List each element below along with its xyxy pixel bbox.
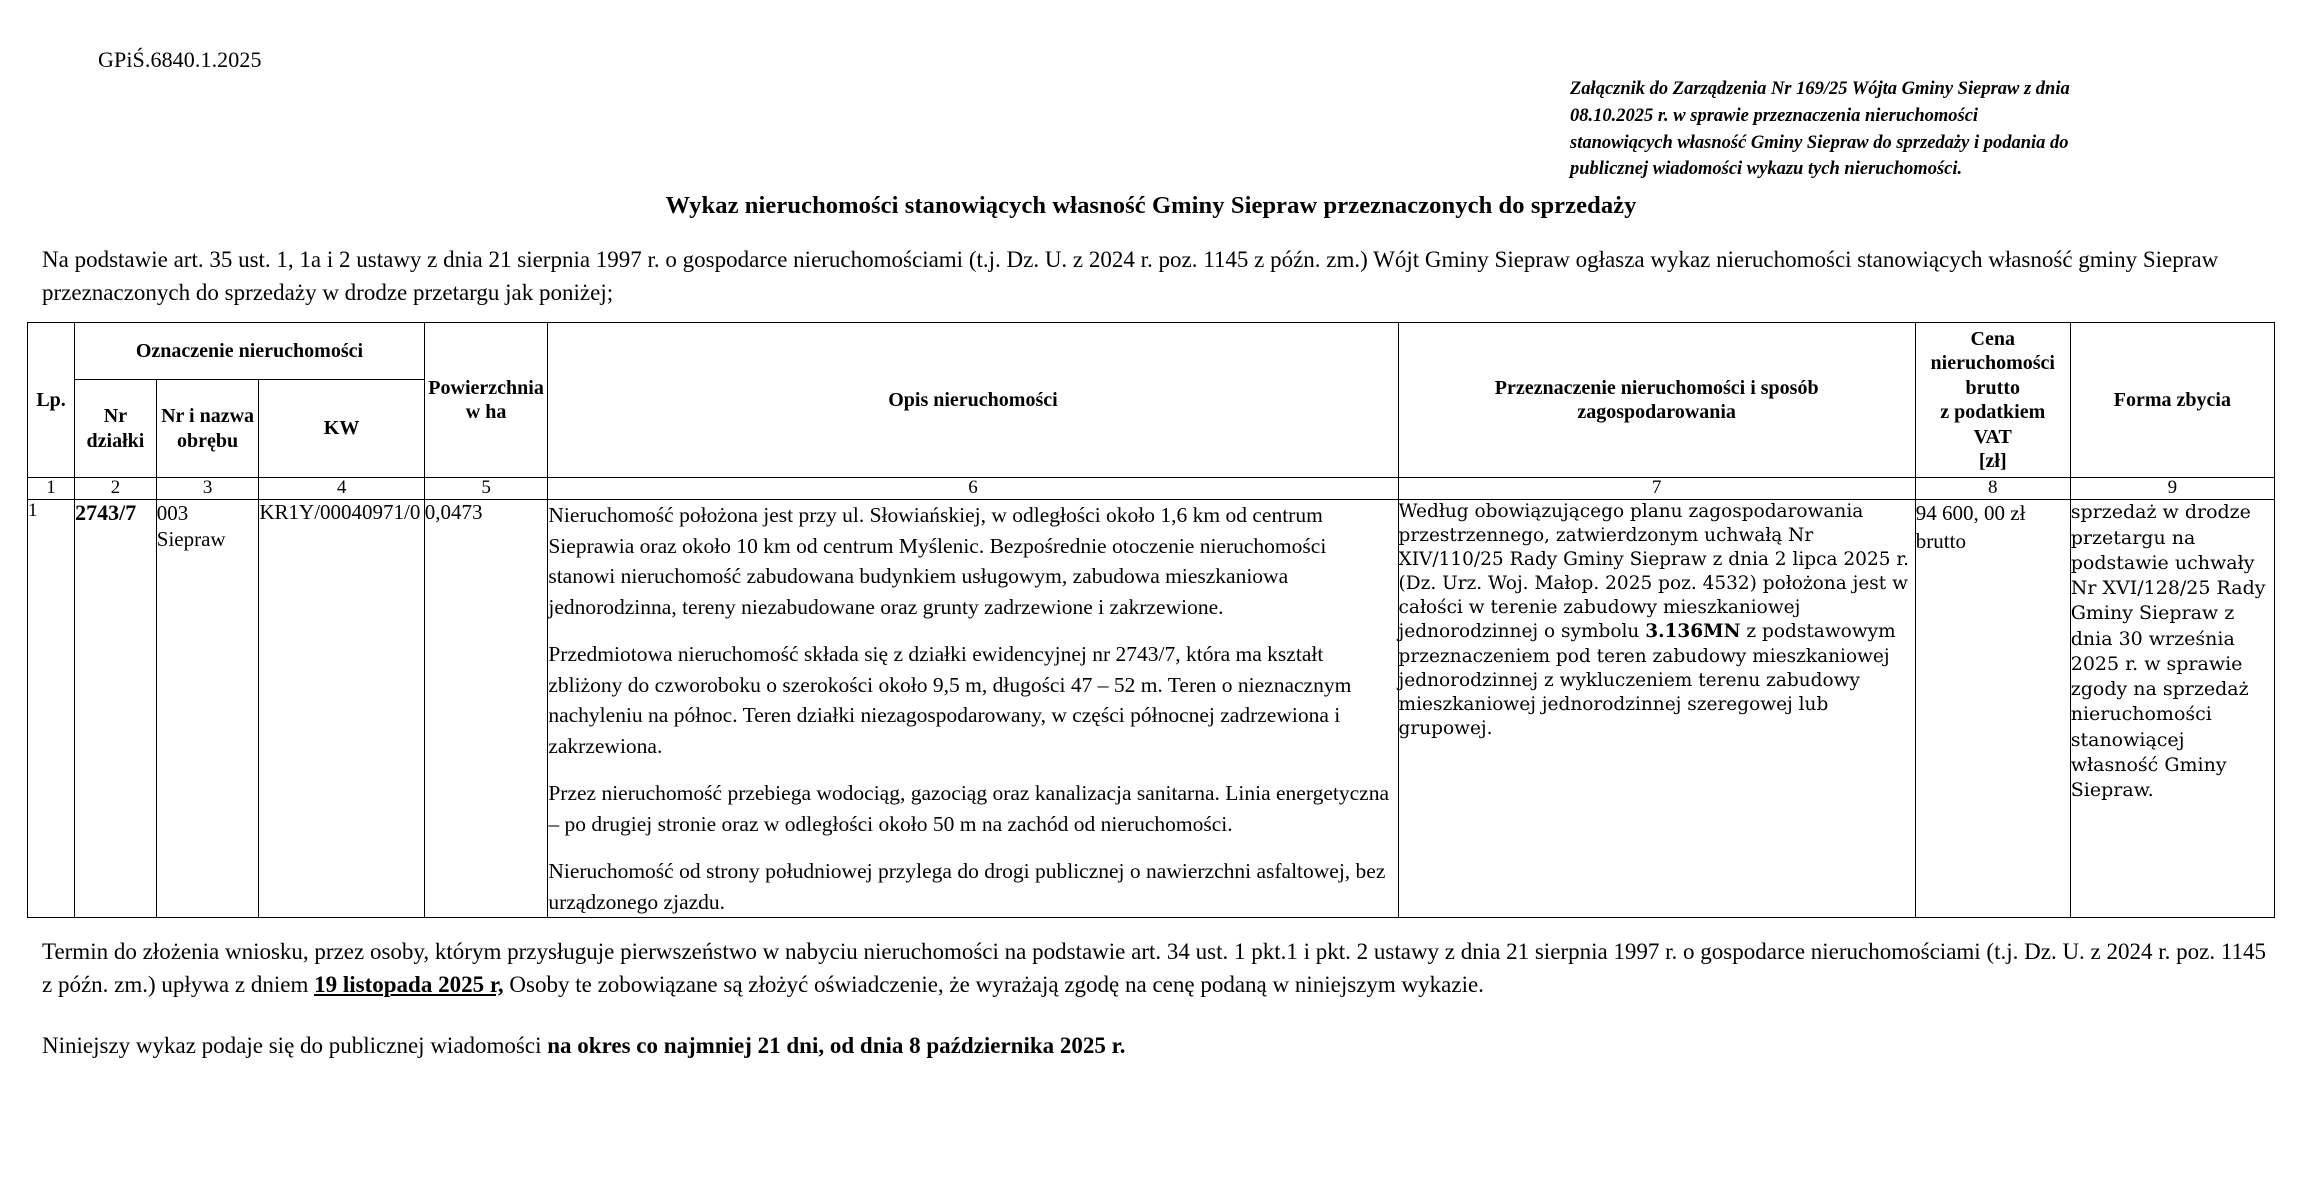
intro-paragraph: Na podstawie art. 35 ust. 1, 1a i 2 ustawy z dnia 21 sierpnia 1997 r. o gospodarce nieruchomościami (t.j. Dz. U. z 2024 r. poz. 1145 z późn. zm.) Wójt Gminy Siepraw ogłasza wykaz nieruchomości stanowiących własność gminy Siepraw przeznaczonych do sprzedaży w drodze przetargu jak poniżej; xyxy=(42,247,2219,305)
header-nr-dzialki-line1: Nr xyxy=(103,405,128,428)
table-row xyxy=(28,500,2275,918)
footer-paragraph-publication xyxy=(42,1030,2274,1063)
column-number-8: 8 xyxy=(1915,478,2070,500)
footer-deadline-text-2: Osoby te zobowiązane są złożyć oświadczenie, że wyrażają zgodę na cenę podaną w niniejszym wykazie. xyxy=(503,971,1484,997)
cell-powierzchnia: 0,0473 xyxy=(424,500,548,918)
header-cena-line6: [zł] xyxy=(1978,449,2007,472)
opis-paragraph-1: Nieruchomość położona jest przy ul. Słowiańskiej, w odległości około 1,6 km od centrum Sieprawia oraz około 10 km od centrum Myślenic. Bezpośrednie otoczenie nieruchomości stanowi nieruchomość zabudowana budynkiem usługowym, zabudowa mieszkaniowa jednorodzinna, tereny niezabudowane oraz grunty zadrzewione i zakrzewione. xyxy=(548,503,1327,619)
column-number-3: 3 xyxy=(156,478,259,500)
annex-line-4: publicznej wiadomości wykazu tych nieruchomości. xyxy=(1570,159,1963,180)
annex-note xyxy=(1570,76,2190,183)
property-listing-table xyxy=(27,322,2275,918)
opis-paragraph-4: Nieruchomość od strony południowej przylega do drogi publicznej o nawierzchni asfaltowej, bez urządzonego zjazdu. xyxy=(548,859,1386,914)
opis-paragraph-3: Przez nieruchomość przebiega wodociąg, gazociąg oraz kanalizacja sanitarna. Linia energetyczna – po drugiej stronie oraz w odległości około 50 m na zachód od nieruchomości. xyxy=(548,781,1389,836)
przeznaczenie-symbol: 3.136MN xyxy=(1645,621,1741,643)
header-nr-obrebu xyxy=(156,379,259,477)
przeznaczenie-text-after: z podstawowym przeznaczeniem pod teren zabudowy mieszkaniowej jednorodzinnej z wykluczeniem terenu zabudowy mieszkaniowej jednorodzinnej szeregowej lub grupowej. xyxy=(1398,621,1896,739)
footer-publication-period: na okres co najmniej 21 dni, od dnia 8 października 2025 r. xyxy=(547,1033,1126,1058)
header-powierzchnia-line2: w ha xyxy=(465,401,507,424)
header-nr-dzialki xyxy=(75,379,157,477)
footer-deadline-text-1: Termin do złożenia wniosku, przez osoby, którym przysługuje pierwszeństwo w nabyciu nieruchomości na podstawie art. 34 ust. 1 pkt.1 i pkt. 2 ustawy z dnia 21 sierpnia 1997 r. o gospodarce nieruchomościami (t.j. Dz. U. z 2024 r. poz. 1145 z późn. zm.) upływa z dniem xyxy=(42,939,2267,997)
cell-kw: KR1Y/00040971/0 xyxy=(259,500,424,918)
column-number-6: 6 xyxy=(548,478,1398,500)
column-number-9: 9 xyxy=(2070,478,2274,500)
page-title: Wykaz nieruchomości stanowiących własność Gminy Siepraw przeznaczonych do sprzedaży xyxy=(665,192,1637,219)
header-cena-line5: VAT xyxy=(1973,425,2012,448)
header-oznaczenie-nieruchomosci: Oznaczenie nieruchomości xyxy=(75,323,425,380)
cell-opis-nieruchomosci xyxy=(548,500,1398,918)
header-przeznaczenie xyxy=(1398,323,1915,478)
cell-obreb-number: 003 xyxy=(156,501,189,526)
cell-nr-obrebu xyxy=(156,500,259,918)
header-lp: Lp. xyxy=(28,323,75,478)
column-number-4: 4 xyxy=(259,478,424,500)
column-number-2: 2 xyxy=(75,478,157,500)
cell-forma-zbycia: sprzedaż w drodze przetargu na podstawie uchwały Nr XVI/128/25 Rady Gminy Siepraw z dnia 30 września 2025 r. w sprawie zgody na sprzedaż nieruchomości stanowiącej własność Gminy Siepraw. xyxy=(2070,500,2274,918)
cell-cena-brutto xyxy=(1915,500,2070,918)
table-header-row-top xyxy=(28,323,2275,380)
footer-paragraph-deadline xyxy=(42,936,2274,1001)
header-powierzchnia-line1: Powierzchnia xyxy=(428,376,544,399)
header-cena-line1: Cena xyxy=(1970,328,2015,350)
header-nr-obrebu-line1: Nr i nazwa xyxy=(161,405,255,428)
cell-nr-dzialki: 2743/7 xyxy=(75,500,157,918)
header-opis-nieruchomosci: Opis nieruchomości xyxy=(548,323,1398,478)
opis-paragraph-2: Przedmiotowa nieruchomość składa się z działki ewidencyjnej nr 2743/7, która ma kształt zbliżony do czworoboku o szerokości około 9,5 m, długości 47 – 52 m. Teren o nieznacznym nachyleniu na północ. Teren działki niezagospodarowany, w części północnej zadrzewiona i zakrzewiona. xyxy=(548,642,1352,758)
header-powierzchnia xyxy=(424,323,548,478)
column-number-1: 1 xyxy=(28,478,75,500)
header-forma-zbycia: Forma zbycia xyxy=(2070,323,2274,478)
header-przeznaczenie-line1: Przeznaczenie nieruchomości i sposób xyxy=(1494,376,1819,399)
cena-suffix: brutto xyxy=(1915,528,1966,553)
annex-line-1: Załącznik do Zarządzenia Nr 169/25 Wójta Gminy Siepraw z dnia xyxy=(1570,79,2070,99)
header-przeznaczenie-line2: zagospodarowania xyxy=(1577,401,1736,424)
header-nr-obrebu-line2: obrębu xyxy=(177,429,239,452)
annex-line-2: 08.10.2025 r. w sprawie przeznaczenia nieruchomości xyxy=(1570,105,1979,126)
header-kw: KW xyxy=(259,379,424,477)
document-reference-number: GPiŚ.6840.1.2025 xyxy=(98,47,262,72)
header-cena-line3: brutto xyxy=(1965,376,2020,399)
footer-publication-text: Niniejszy wykaz podaje się do publicznej wiadomości xyxy=(42,1033,548,1058)
cell-lp: 1 xyxy=(28,500,75,918)
header-nr-dzialki-line2: działki xyxy=(86,429,145,452)
column-number-5: 5 xyxy=(424,478,548,500)
cena-amount: 94 600, 00 zł xyxy=(1915,501,2026,526)
cell-obreb-name: Siepraw xyxy=(156,527,226,552)
footer-deadline-date: 19 listopada 2025 r, xyxy=(314,971,504,997)
header-cena-line2: nieruchomości xyxy=(1930,352,2055,375)
annex-line-3: stanowiących własność Gminy Siepraw do sprzedaży i podania do xyxy=(1570,132,2069,153)
cell-przeznaczenie xyxy=(1398,500,1915,918)
header-cena-line4: z podatkiem xyxy=(1940,401,2046,424)
column-number-7: 7 xyxy=(1398,478,1915,500)
header-cena-brutto xyxy=(1915,323,2070,478)
table-column-number-row xyxy=(28,478,2275,500)
przeznaczenie-text-before: Według obowiązującego planu zagospodarowania przestrzennego, zatwierdzonym uchwałą Nr XIV/110/25 Rady Gminy Siepraw z dnia 2 lipca 2025 r. (Dz. Urz. Woj. Małop. 2025 poz. 4532) położona jest w całości w terenie zabudowy mieszkaniowej jednorodzinnej o symbolu xyxy=(1398,501,1910,643)
